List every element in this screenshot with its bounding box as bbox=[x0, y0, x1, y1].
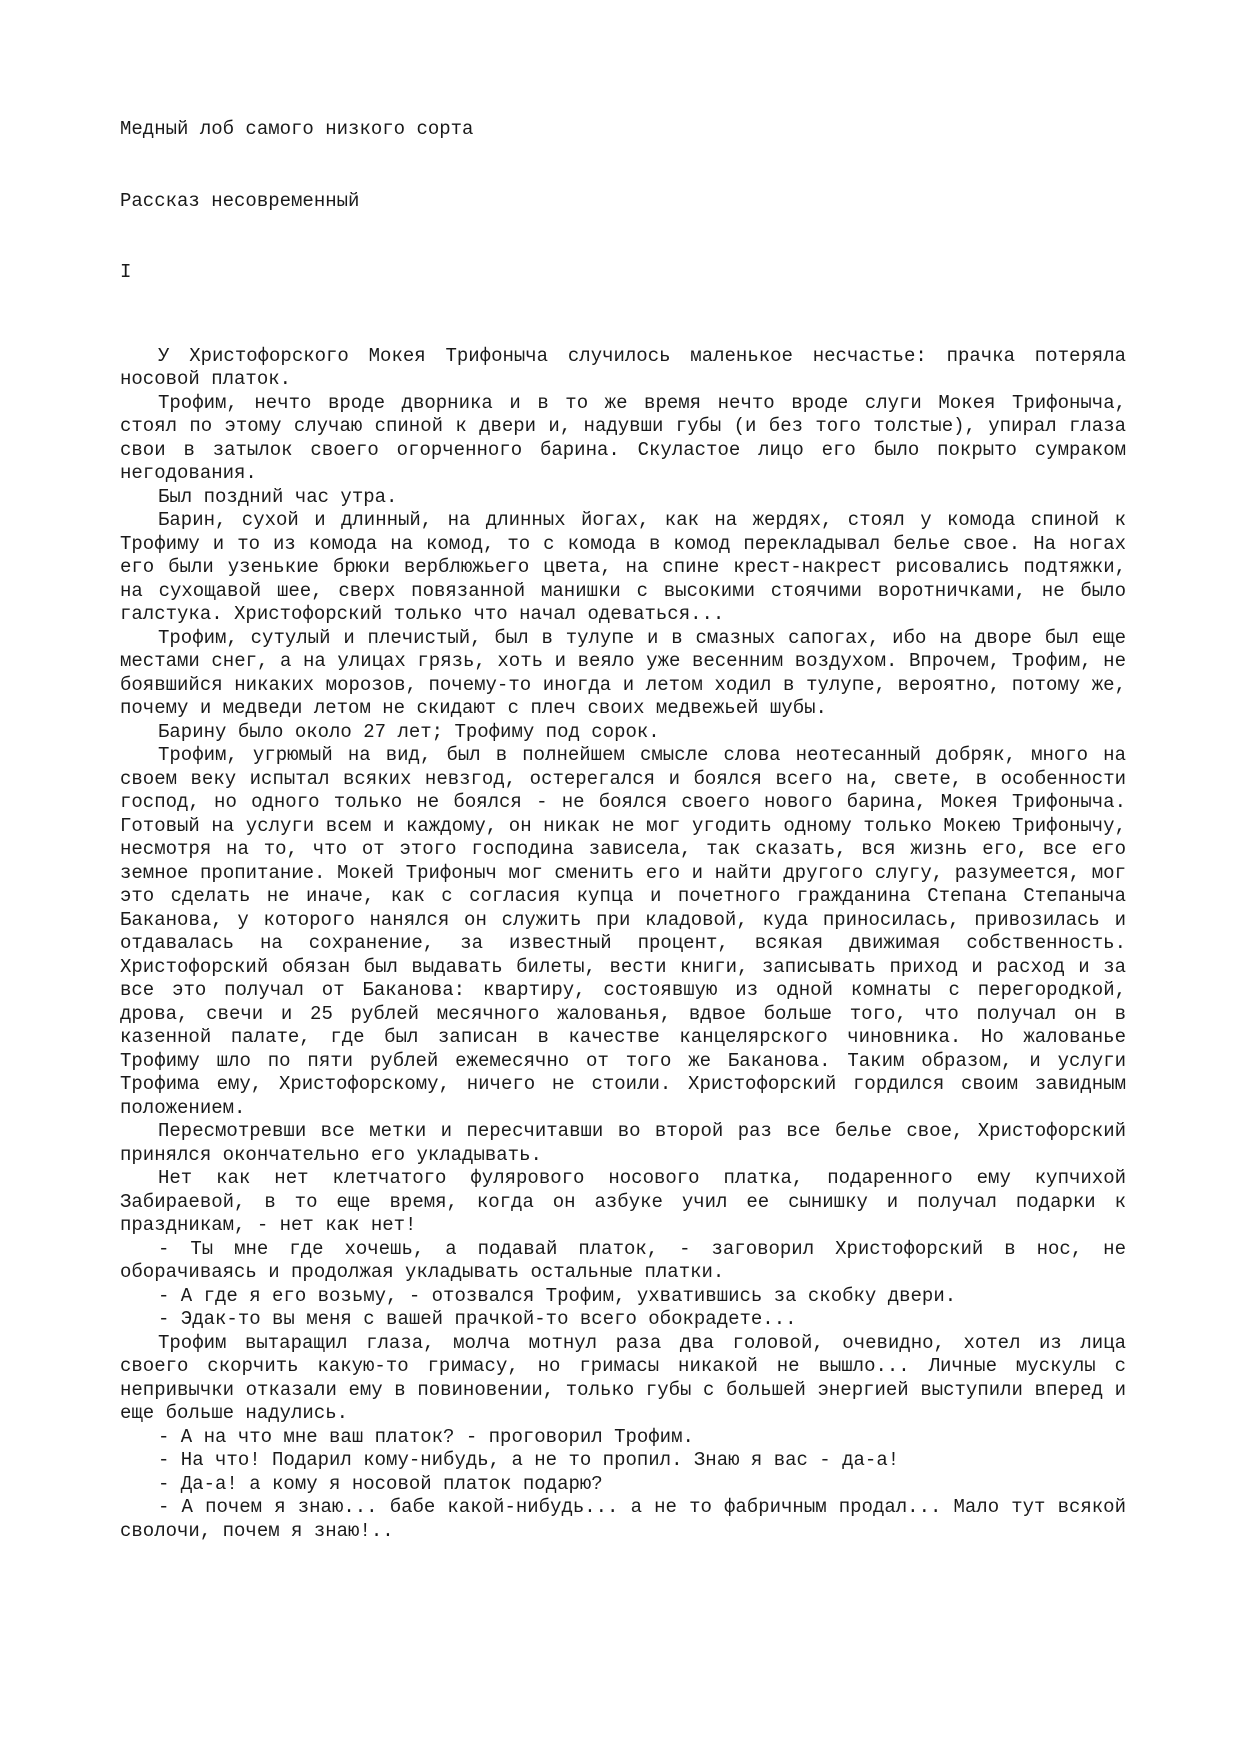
paragraph: - А почем я знаю... бабе какой-нибудь... а не то фабричным продал... Мало тут всякой сволочи, почем я знаю!.. bbox=[120, 1496, 1126, 1542]
paragraph: Нет как нет клетчатого фулярового носового платка, подаренного ему купчихой Забираевой, в то еще время, когда он азбуке учил ее сынишку и получал подарки к праздникам, - нет как нет! bbox=[120, 1167, 1126, 1236]
paragraph: Барину было около 27 лет; Трофиму под сорок. bbox=[158, 720, 660, 743]
paragraph: Пересмотревши все метки и пересчитавши во второй раз все белье свое, Христофорский принялся окончательно его укладывать. bbox=[120, 1120, 1126, 1166]
paragraph: - Эдак-то вы меня с вашей прачкой-то всего обокрадете... bbox=[158, 1308, 797, 1330]
document-page bbox=[120, 118, 1126, 1543]
paragraph: Барин, сухой и длинный, на длинных йогах, как на жердях, стоял у комода спиной к Трофиму и то из комода на комод, то с комода в комод перекладывал белье свое. На ногах его были узенькие брюки верблюжьего цвета, на спине крест-накрест рисовались подтяжки, на сухощавой шее, сверх повязанной манишки с высокими стоячими воротничками, не было галстука. Христофорский только что начал одеваться... bbox=[120, 509, 1126, 625]
chapter-number: I bbox=[120, 261, 132, 283]
paragraph: Трофим, нечто вроде дворника и в то же время нечто вроде слуги Мокея Трифоныча, стоял по этому случаю спиной к двери и, надувши губы (и без того толстые), упирал глаза свои в затылок своего огорченного барина. Скуластое лицо его было покрыто сумраком негодования. bbox=[120, 391, 1126, 484]
paragraph: Трофим, сутулый и плечистый, был в тулупе и в смазных сапогах, ибо на дворе был еще местами снег, а на улицах грязь, хоть и веяло уже весенним воздухом. Впрочем, Трофим, не боявшийся никаких морозов, почему-то иногда и летом ходил в тулупе, вероятно, потому же, почему и медведи летом не скидают с плеч своих медвежьей шубы. bbox=[120, 626, 1126, 719]
document-subtitle: Рассказ несовременный bbox=[120, 189, 360, 212]
paragraph: Трофим, угрюмый на вид, был в полнейшем смысле слова неотесанный добряк, много на своем веку испытал всяких невзгод, остерегался и боялся всего на, свете, в особенности господ, но одного только не боялся - не боялся своего нового барина, Мокея Трифоныча. Готовый на услуги всем и каждому, он никак не мог угодить одному только Мокею Трифонычу, несмотря на то, что от этого господина зависела, так сказать, вся жизнь его, все его земное пропитание. Мокей Трифоныч мог сменить его и найти другого слугу, разумеется, мог это сделать не иначе, как с согласия купца и почетного гражданина Степана Степаныча Баканова, у которого нанялся он служить при кладовой, куда приносилась, привозилась и отдавалась на сохранение, за известный процент, всякая движимая собственность. Христофорский обязан был выдавать билеты, вести книги, записывать приход и расход и за все это получал от Баканова: квартиру, состоявшую из одной комнаты с перегородкой, дрова, свечи и 25 рублей месячного жалованья, вдвое больше того, что получал он в казенной палате, где был записан в качестве канцелярского чиновника. Но жалованье Трофиму шло по пяти рублей ежемесячно от того же Баканова. Таким образом, и услуги Трофима ему, Христофорскому, ничего не стоили. Христофорский гордился своим завидным положением. bbox=[120, 744, 1126, 1119]
paragraph: У Христофорского Мокея Трифоныча случилось маленькое несчастье: прачка потеряла носовой платок. bbox=[120, 344, 1126, 390]
paragraph: - А на что мне ваш платок? - проговорил Трофим. bbox=[158, 1425, 694, 1448]
paragraph: - Ты мне где хочешь, а подавай платок, - заговорил Христофорский в нос, не оборачиваясь и продолжая укладывать остальные платки. bbox=[120, 1237, 1126, 1283]
paragraph: Трофим вытаращил глаза, молча мотнул раза два головой, очевидно, хотел из лица своего скорчить какую-то гримасу, но гримасы никакой не вышло... Личные мускулы с непривычки отказали ему в повиновении, только губы с большей энергией выступили вперед и еще больше надулись. bbox=[120, 1331, 1126, 1424]
paragraph: - А где я его возьму, - отозвался Трофим, ухватившись за скобку двери. bbox=[158, 1284, 957, 1307]
paragraph: Был поздний час утра. bbox=[158, 485, 398, 508]
body-text bbox=[120, 345, 1126, 1544]
document-title: Медный лоб самого низкого сорта bbox=[120, 118, 474, 140]
paragraph: - На что! Подарил кому-нибудь, а не то пропил. Знаю я вас - да-а! bbox=[158, 1449, 900, 1471]
paragraph: - Да-а! а кому я носовой платок подарю? bbox=[158, 1472, 603, 1495]
